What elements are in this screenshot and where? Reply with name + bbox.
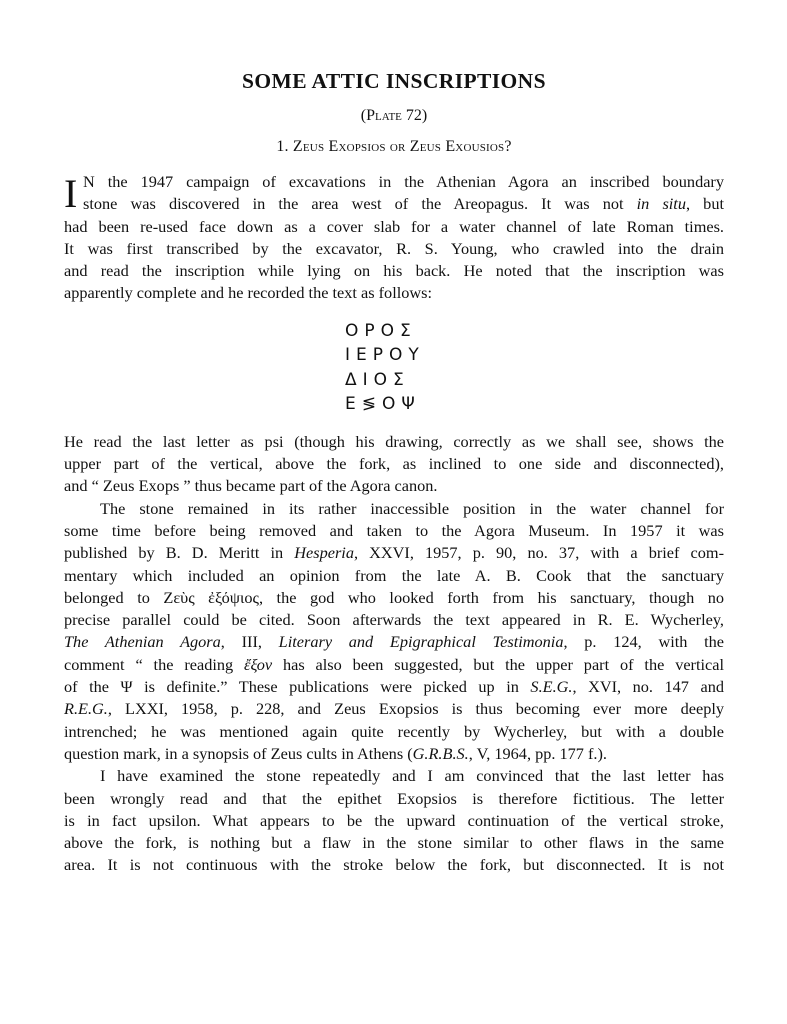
- text-line: question mark, in a synopsis of Zeus cults in Athens (G.R.B.S., V, 1964, pp. 177 f.).: [64, 743, 607, 763]
- text-line: is in fact upsilon. What appears to be the upward continuation of the vertical stroke,: [64, 810, 724, 830]
- greek-phrase: Ζεὺς ἐξόψιος: [163, 587, 259, 607]
- text-line: upper part of the vertical, above the fork, as inclined to one side and disconnected),: [64, 454, 724, 474]
- text-line: It was first transcribed by the excavator, R. S. Young, who crawled into the drain: [64, 238, 724, 258]
- plate-reference: (Plate 72): [360, 107, 428, 124]
- text-line: comment “ the reading ἔξον has also been suggested, but the upper part of the vertical: [64, 654, 725, 674]
- text-line: belonged to Ζεὺς ἐξόψιος, the god who looked forth from his sanctuary, though no: [64, 587, 725, 607]
- paragraph-2: [64, 431, 724, 498]
- text-line: above the fork, is nothing but a flaw in the stone similar to other flaws in the same: [64, 833, 724, 853]
- text-line: of the Ψ is definite.” These publications were picked up in S.E.G., XVI, no. 147 and: [64, 677, 724, 697]
- paragraph-3: [64, 498, 724, 766]
- text-line: I have examined the stone repeatedly and I am convinced that the last letter has: [100, 766, 724, 786]
- text-line: mentary which included an opinion from the late A. B. Cook that the sanctuary: [64, 565, 724, 585]
- text-line: stone was discovered in the area west of the Areopagus. It was not in situ, but: [83, 194, 724, 214]
- page: [64, 66, 724, 877]
- text-line: and read the inscription while lying on his back. He noted that the inscription was: [64, 261, 724, 281]
- article-title: SOME ATTIC INSCRIPTIONS: [242, 69, 546, 93]
- inscription-text: [64, 319, 724, 417]
- inscription-line: ΔΙΟΣ: [345, 369, 410, 390]
- text-line: and “ Zeus Exops ” thus became part of the Agora canon.: [64, 476, 438, 496]
- section-heading: 1. Zeus Exopsios or Zeus Exousios?: [276, 138, 512, 155]
- text-line: intrenched; he was mentioned again quite recently by Wycherley, but with a double: [64, 721, 724, 741]
- text-line: He read the last letter as psi (though his drawing, correctly as we shall see, shows the: [64, 431, 724, 451]
- text-line: The Athenian Agora, III, Literary and Epigraphical Testimonia, p. 124, with the: [64, 632, 725, 652]
- text-line: had been re-used face down as a cover slab for a water channel of late Roman times.: [64, 216, 724, 236]
- text-line: published by B. D. Meritt in Hesperia, XXVI, 1957, p. 90, no. 37, with a brief com-: [64, 543, 724, 563]
- text-line: area. It is not continuous with the stroke below the fork, but disconnected. It is not: [64, 855, 724, 875]
- inscription-line: Ε≶ΟΨ: [345, 394, 421, 415]
- drop-cap: I: [64, 171, 78, 216]
- text-line: N the 1947 campaign of excavations in the Athenian Agora an inscribed boundary: [83, 172, 724, 191]
- text-line: precise parallel could be cited. Soon afterwards the text appeared in R. E. Wycherley,: [64, 610, 724, 630]
- text-line: The stone remained in its rather inaccessible position in the water channel for: [100, 498, 724, 518]
- paragraph-1: [64, 171, 724, 305]
- inscription-line: ΙΕΡΟΥ: [345, 345, 425, 366]
- text-line: apparently complete and he recorded the text as follows:: [64, 283, 432, 303]
- paragraph-4: [64, 765, 724, 876]
- text-line: some time before being removed and taken to the Agora Museum. In 1957 it was: [64, 520, 724, 540]
- text-line: R.E.G., LXXI, 1958, p. 228, and Zeus Exopsios is thus becoming ever more deeply: [64, 699, 724, 719]
- inscription-line: ΟΡΟΣ: [345, 320, 417, 341]
- text-line: been wrongly read and that the epithet Exopsios is therefore fictitious. The letter: [64, 788, 724, 808]
